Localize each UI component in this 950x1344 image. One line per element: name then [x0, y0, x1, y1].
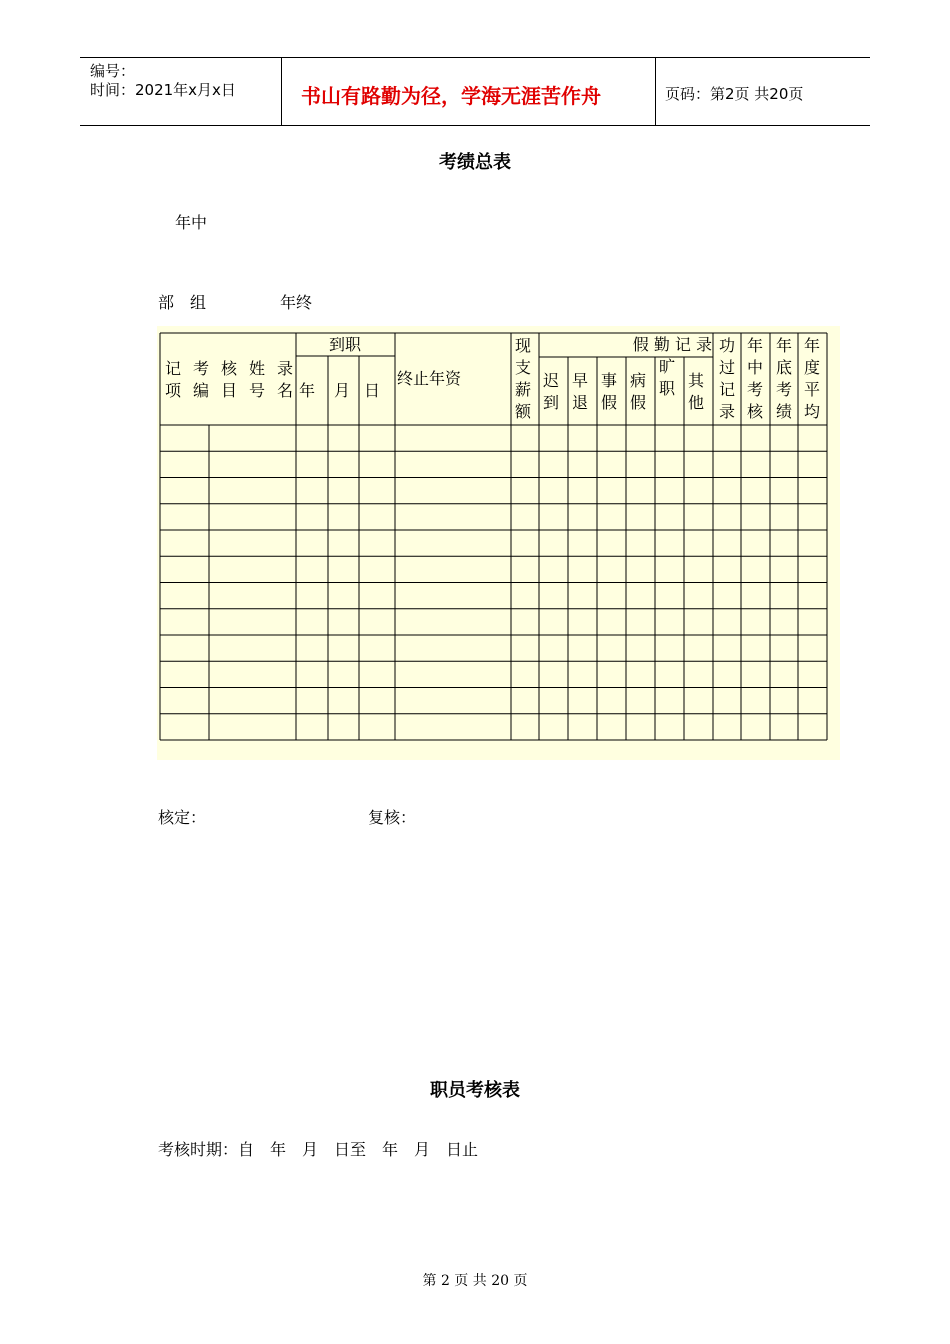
- header-divider-left: [281, 57, 282, 125]
- review-label: 复核：: [368, 808, 417, 827]
- table-grid: [157, 326, 840, 760]
- header-cell-text: 录: [276, 359, 294, 378]
- year-mid-label: 年中: [175, 213, 208, 232]
- qita-header: 其: [687, 371, 705, 390]
- daozhi-header: 到职: [328, 335, 362, 354]
- bingjia-header: 病: [629, 371, 647, 390]
- year-end-label: 年终: [280, 293, 313, 312]
- nianzhong-header: 中: [746, 358, 764, 377]
- performance-summary-table: [157, 326, 840, 760]
- niandu-header: 平: [803, 380, 821, 399]
- grid-text: [165, 335, 820, 421]
- chidao-header: 到: [542, 393, 560, 412]
- zaotui-header: 早: [571, 371, 589, 390]
- nianzhong-header: 考: [746, 380, 764, 399]
- niandi-header: 年: [775, 336, 793, 355]
- shijia-header: 假: [600, 393, 618, 412]
- xianzhi-header: 现: [514, 336, 532, 355]
- kuangzhi-header: 职: [658, 379, 676, 398]
- xianzhi-header: 支: [514, 358, 532, 377]
- xianzhi-header: 额: [514, 402, 532, 421]
- section1-title: 考绩总表: [439, 152, 511, 173]
- header-motto: 书山有路勤为径，学海无涯苦作舟: [301, 84, 601, 108]
- daozhi-year-header: 年: [298, 381, 316, 400]
- niandi-header: 底: [775, 358, 793, 377]
- niandu-header: 均: [803, 402, 821, 421]
- header-cell-text: 姓: [248, 359, 266, 378]
- shijia-header: 事: [600, 371, 618, 390]
- header-cell-text: 考: [192, 359, 210, 378]
- gongguo-header: 过: [718, 358, 736, 377]
- daozhi-month-header: 月: [333, 381, 351, 400]
- niandu-header: 年: [803, 336, 821, 355]
- niandi-header: 绩: [775, 402, 793, 421]
- doc-time-label: 时间：2021年x月x日: [90, 81, 236, 99]
- page-footer: 第 2 页 共 20 页: [422, 1273, 528, 1289]
- header-cell-text: 编: [192, 381, 210, 400]
- nianzhong-header: 年: [746, 336, 764, 355]
- header-divider-right: [655, 57, 656, 125]
- header-cell-text: 核: [220, 359, 238, 378]
- xianzhi-header: 薪: [514, 380, 532, 399]
- gongguo-header: 录: [718, 402, 736, 421]
- section2-title: 职员考核表: [430, 1080, 520, 1101]
- header-cell-text: 目: [220, 381, 238, 400]
- doc-number-label: 编号：: [90, 62, 136, 80]
- niandi-header: 考: [775, 380, 793, 399]
- header-cell-text: 项: [164, 381, 182, 400]
- approve-label: 核定：: [158, 808, 207, 827]
- nianzhong-header: 核: [746, 402, 764, 421]
- kuangzhi-header: 旷: [658, 357, 676, 376]
- daozhi-day-header: 日: [363, 381, 381, 400]
- header-page-info: 页码：第2页 共20页: [665, 85, 804, 103]
- gongguo-header: 记: [718, 380, 736, 399]
- zaotui-header: 退: [571, 393, 589, 412]
- chidao-header: 迟: [542, 371, 560, 390]
- gongguo-header: 功: [718, 336, 736, 355]
- zhongzhi-header: 终止年资: [397, 369, 462, 388]
- department-label: 部 组: [158, 293, 207, 312]
- niandu-header: 度: [803, 358, 821, 377]
- assessment-period-label: 考核时期：自 年 月 日至 年 月 日止: [158, 1140, 479, 1159]
- header-top-rule: [80, 57, 870, 58]
- header-cell-text: 号: [248, 381, 266, 400]
- header-cell-text: 名: [276, 381, 294, 400]
- bingjia-header: 假: [629, 393, 647, 412]
- header-cell-text: 记: [164, 359, 182, 378]
- jiaqin-header: 假 勤 记 录: [632, 335, 712, 354]
- header-bottom-rule: [80, 125, 870, 126]
- qita-header: 他: [687, 393, 705, 412]
